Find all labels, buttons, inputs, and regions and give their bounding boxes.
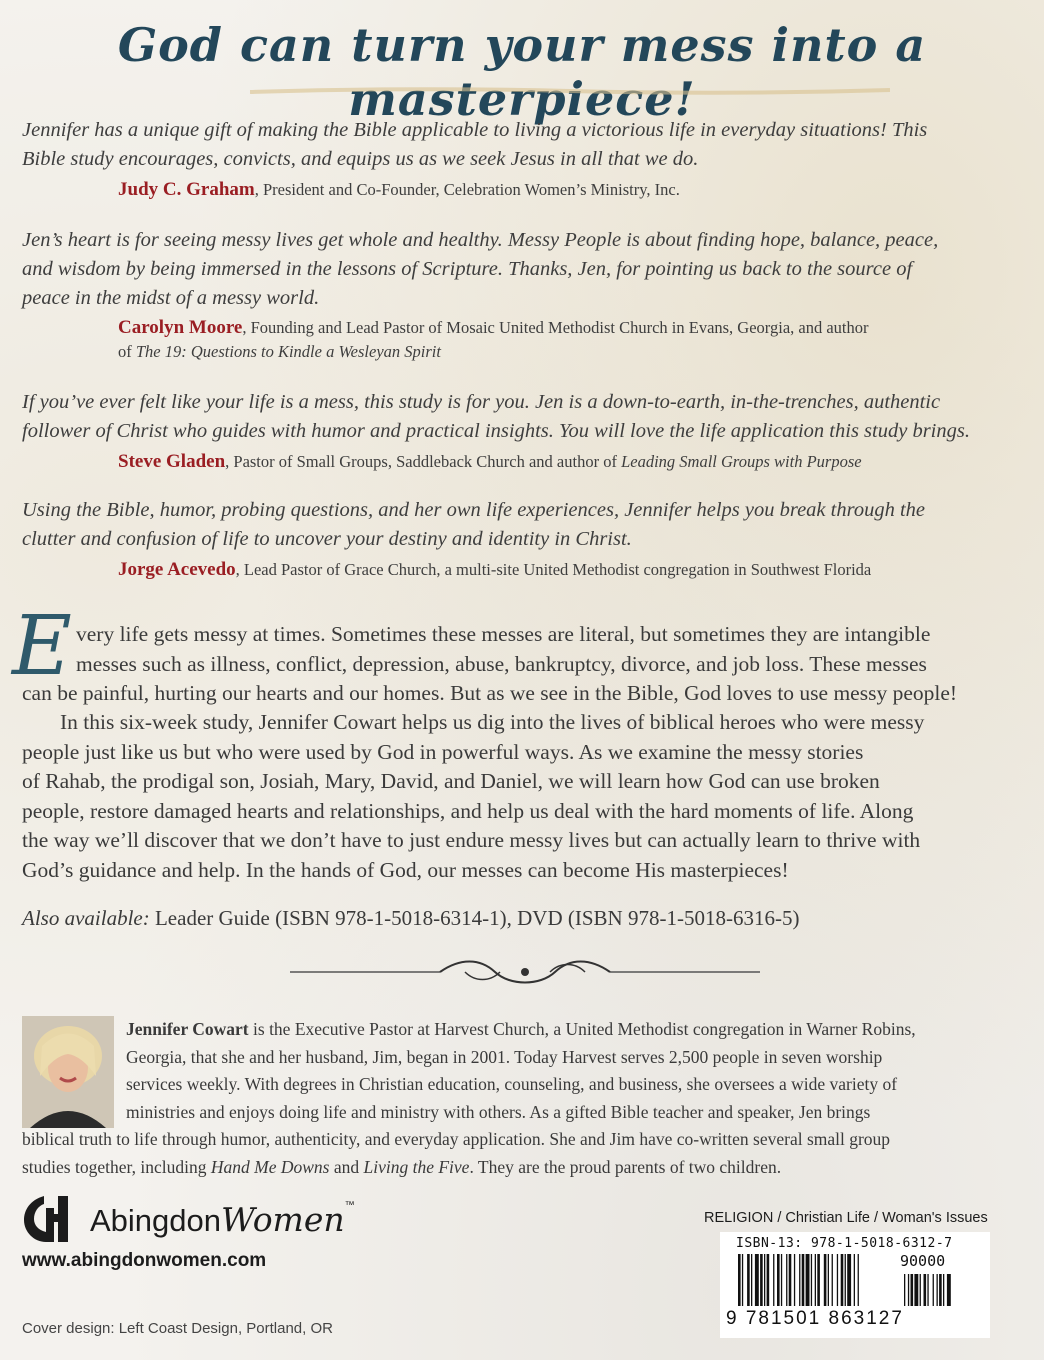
book-title: Hand Me Downs bbox=[210, 1156, 330, 1177]
price-code: 90000 bbox=[900, 1252, 946, 1270]
endorsement-attribution-1 bbox=[118, 178, 680, 202]
description-line: the way we’ll discover that we don’t have to just endure messy lives but can actually learn to thrive with bbox=[22, 828, 921, 852]
also-available-label: Also available: bbox=[22, 906, 150, 930]
endorser-role-prefix: of bbox=[118, 342, 136, 361]
barcode-bar bbox=[817, 1254, 820, 1306]
barcode-addon-bar bbox=[904, 1274, 905, 1306]
barcode-addon-bar bbox=[939, 1274, 942, 1306]
barcode-addon-bar bbox=[911, 1274, 914, 1306]
barcode-bar bbox=[806, 1254, 810, 1306]
trademark: ™ bbox=[344, 1200, 355, 1211]
barcode-addon-bar bbox=[937, 1274, 938, 1306]
barcode-bar bbox=[773, 1254, 774, 1306]
quote-line: clutter and confusion of life to uncover your destiny and identity in Christ. bbox=[22, 528, 632, 550]
barcode-bar bbox=[847, 1254, 851, 1306]
barcode-bar bbox=[755, 1254, 759, 1306]
bio-line: ministries and enjoys doing life and ministry with others. As a gifted Bible teacher and speaker, Jen brings bbox=[126, 1101, 871, 1122]
barcode-addon-bar bbox=[920, 1274, 921, 1306]
quote-line: Using the Bible, humor, probing questions, and her own life experiences, Jennifer helps you break through the bbox=[22, 499, 925, 521]
barcode-bar bbox=[781, 1254, 782, 1306]
barcode-bar bbox=[799, 1254, 800, 1306]
barcode-bar bbox=[832, 1254, 833, 1306]
description-line: God’s guidance and help. In the hands of God, our messes can become His masterpieces! bbox=[22, 857, 789, 882]
barcode-bar bbox=[858, 1254, 859, 1306]
endorsement-quote-4 bbox=[22, 496, 1022, 554]
barcode-addon-bar bbox=[947, 1274, 951, 1306]
barcode-bar bbox=[824, 1254, 827, 1306]
quote-line: Jennifer has a unique gift of making the Bible applicable to living a victorious life in everyday situations! This bbox=[22, 119, 928, 141]
endorser-role: , President and Co-Founder, Celebration Women’s Ministry, Inc. bbox=[254, 180, 680, 199]
endorser-role: , Lead Pastor of Grace Church, a multi-site United Methodist congregation in Southwest Florida bbox=[235, 560, 872, 579]
ornament-divider bbox=[290, 954, 760, 990]
description-line: people, restore damaged hearts and relationships, and help us deal with the hard moments of life. Along bbox=[22, 798, 914, 823]
endorsement-quote-1 bbox=[22, 116, 1022, 174]
endorser-name: Jorge Acevedo bbox=[118, 559, 236, 580]
barcode-bar bbox=[828, 1254, 829, 1306]
also-available-text: Leader Guide (ISBN 978-1-5018-6314-1), DVD (ISBN 978-1-5018-6316-5) bbox=[149, 906, 800, 930]
author-bio-bottom bbox=[22, 1126, 890, 1181]
quote-line: If you’ve ever felt like your life is a mess, this study is for you. Jen is a down-to-earth, in-the-trenches, authentic bbox=[22, 391, 941, 413]
quote-line: Bible study encourages, convicts, and equips us as we seek Jesus in all that we do. bbox=[22, 148, 699, 170]
description-line: messes such as illness, conflict, depression, abuse, bankruptcy, divorce, and job loss. These messes bbox=[76, 651, 927, 676]
endorsement-quote-3 bbox=[22, 388, 1022, 446]
barcode-bar bbox=[777, 1254, 780, 1306]
barcode bbox=[736, 1254, 986, 1310]
quote-line: peace in the midst of a messy world. bbox=[22, 287, 320, 309]
barcode-addon-bar bbox=[914, 1274, 918, 1306]
bio-text: . They are the proud parents of two children. bbox=[469, 1156, 782, 1177]
endorser-name: Steve Gladen bbox=[118, 451, 226, 472]
barcode-bar bbox=[742, 1254, 743, 1306]
publisher-name-a: Abingdon bbox=[90, 1203, 222, 1238]
page-title: God can turn your mess into a masterpiece! bbox=[117, 18, 927, 126]
barcode-bar bbox=[760, 1254, 763, 1306]
cover-credit: Cover design: Left Coast Design, Portland, OR bbox=[22, 1320, 333, 1337]
barcode-bar bbox=[837, 1254, 838, 1306]
book-title: Leading Small Groups with Purpose bbox=[621, 452, 862, 471]
barcode-bar bbox=[794, 1254, 795, 1306]
title-underline-brush bbox=[250, 86, 890, 96]
endorser-name: Judy C. Graham bbox=[118, 179, 255, 200]
barcode-bar bbox=[789, 1254, 792, 1306]
publisher-logo bbox=[22, 1194, 402, 1244]
author-name: Jennifer Cowart bbox=[126, 1019, 249, 1039]
endorsement-quote-2 bbox=[22, 226, 1022, 313]
endorsement-attribution-4 bbox=[118, 558, 871, 582]
description-paragraph-1 bbox=[22, 620, 1022, 709]
publisher-name-b: Women bbox=[221, 1200, 345, 1239]
barcode-bar bbox=[786, 1254, 787, 1306]
barcode-addon-bar bbox=[924, 1274, 927, 1306]
barcode-bar bbox=[767, 1254, 770, 1306]
barcode-bar bbox=[747, 1254, 750, 1306]
barcode-bar bbox=[854, 1254, 855, 1306]
isbn-text: ISBN-13: 978-1-5018-6312-7 bbox=[736, 1236, 953, 1251]
book-title: The 19: Questions to Kindle a Wesleyan Spirit bbox=[135, 342, 441, 361]
barcode-bar bbox=[815, 1254, 816, 1306]
description-line: can be painful, hurting our hearts and our homes. But as we see in the Bible, God loves to use messy people! bbox=[22, 681, 958, 705]
quote-line: Jen’s heart is for seeing messy lives get whole and healthy. Messy People is about finding hope, balance, peace, bbox=[22, 229, 939, 251]
category-label: RELIGION / Christian Life / Woman's Issues bbox=[704, 1210, 988, 1226]
bio-line: Georgia, that she and her husband, Jim, began in 2001. Today Harvest serves 2,500 people in seven worship bbox=[126, 1046, 883, 1067]
barcode-addon-bar bbox=[933, 1274, 934, 1306]
description-line: In this six-week study, Jennifer Cowart helps us dig into the lives of biblical heroes who were messy bbox=[60, 710, 925, 734]
publisher-logo-icon bbox=[22, 1194, 82, 1244]
description-line: people just like us but who were used by God in powerful ways. As we examine the messy stories bbox=[22, 739, 864, 764]
bio-line: services weekly. With degrees in Christian education, counseling, and business, she oversees a wide variety of bbox=[126, 1074, 898, 1094]
barcode-bar bbox=[764, 1254, 765, 1306]
quote-line: follower of Christ who guides with humor and practical insights. You will love the life application this study brings. bbox=[22, 420, 970, 442]
endorsement-attribution-2 bbox=[118, 316, 1018, 364]
bio-text: and bbox=[329, 1156, 364, 1177]
endorser-role: , Pastor of Small Groups, Saddleback Church and author of bbox=[225, 452, 622, 471]
endorsement-attribution-3 bbox=[118, 450, 862, 474]
barcode-bar bbox=[841, 1254, 844, 1306]
barcode-addon-bar bbox=[908, 1274, 909, 1306]
barcode-addon-bar bbox=[943, 1274, 944, 1306]
quote-line: and wisdom by being immersed in the lessons of Scripture. Thanks, Jen, for pointing us back to the source of bbox=[22, 258, 913, 280]
author-photo bbox=[22, 1016, 114, 1128]
endorser-name: Carolyn Moore bbox=[118, 317, 243, 338]
bio-line: biblical truth to life through humor, authenticity, and everyday application. She and Jim have co-written several small group bbox=[22, 1129, 891, 1149]
barcode-bar bbox=[845, 1254, 846, 1306]
also-available bbox=[22, 906, 799, 931]
publisher-url[interactable]: www.abingdonwomen.com bbox=[22, 1250, 267, 1271]
barcode-addon-bar bbox=[927, 1274, 928, 1306]
book-title: Living the Five bbox=[363, 1156, 470, 1177]
barcode-bar bbox=[738, 1254, 741, 1306]
bio-text: studies together, including bbox=[22, 1156, 211, 1177]
barcode-bar bbox=[751, 1254, 752, 1306]
description-paragraph-2 bbox=[22, 708, 1022, 885]
bio-line: is the Executive Pastor at Harvest Church, a United Methodist congregation in Warner Robins, bbox=[248, 1019, 916, 1039]
description-line: very life gets messy at times. Sometimes these messes are literal, but sometimes they are intangible bbox=[76, 622, 931, 646]
publisher-name bbox=[90, 1200, 355, 1239]
barcode-bar bbox=[802, 1254, 805, 1306]
drop-cap: E bbox=[12, 599, 72, 694]
barcode-bar bbox=[811, 1254, 812, 1306]
barcode-digits: 9 781501 863127 bbox=[726, 1308, 904, 1329]
author-bio-top bbox=[126, 1016, 916, 1126]
description-line: of Rahab, the prodigal son, Josiah, Mary, David, and Daniel, we will learn how God can use broken bbox=[22, 769, 880, 793]
endorser-role: , Founding and Lead Pastor of Mosaic United Methodist Church in Evans, Georgia, and author bbox=[242, 318, 869, 337]
